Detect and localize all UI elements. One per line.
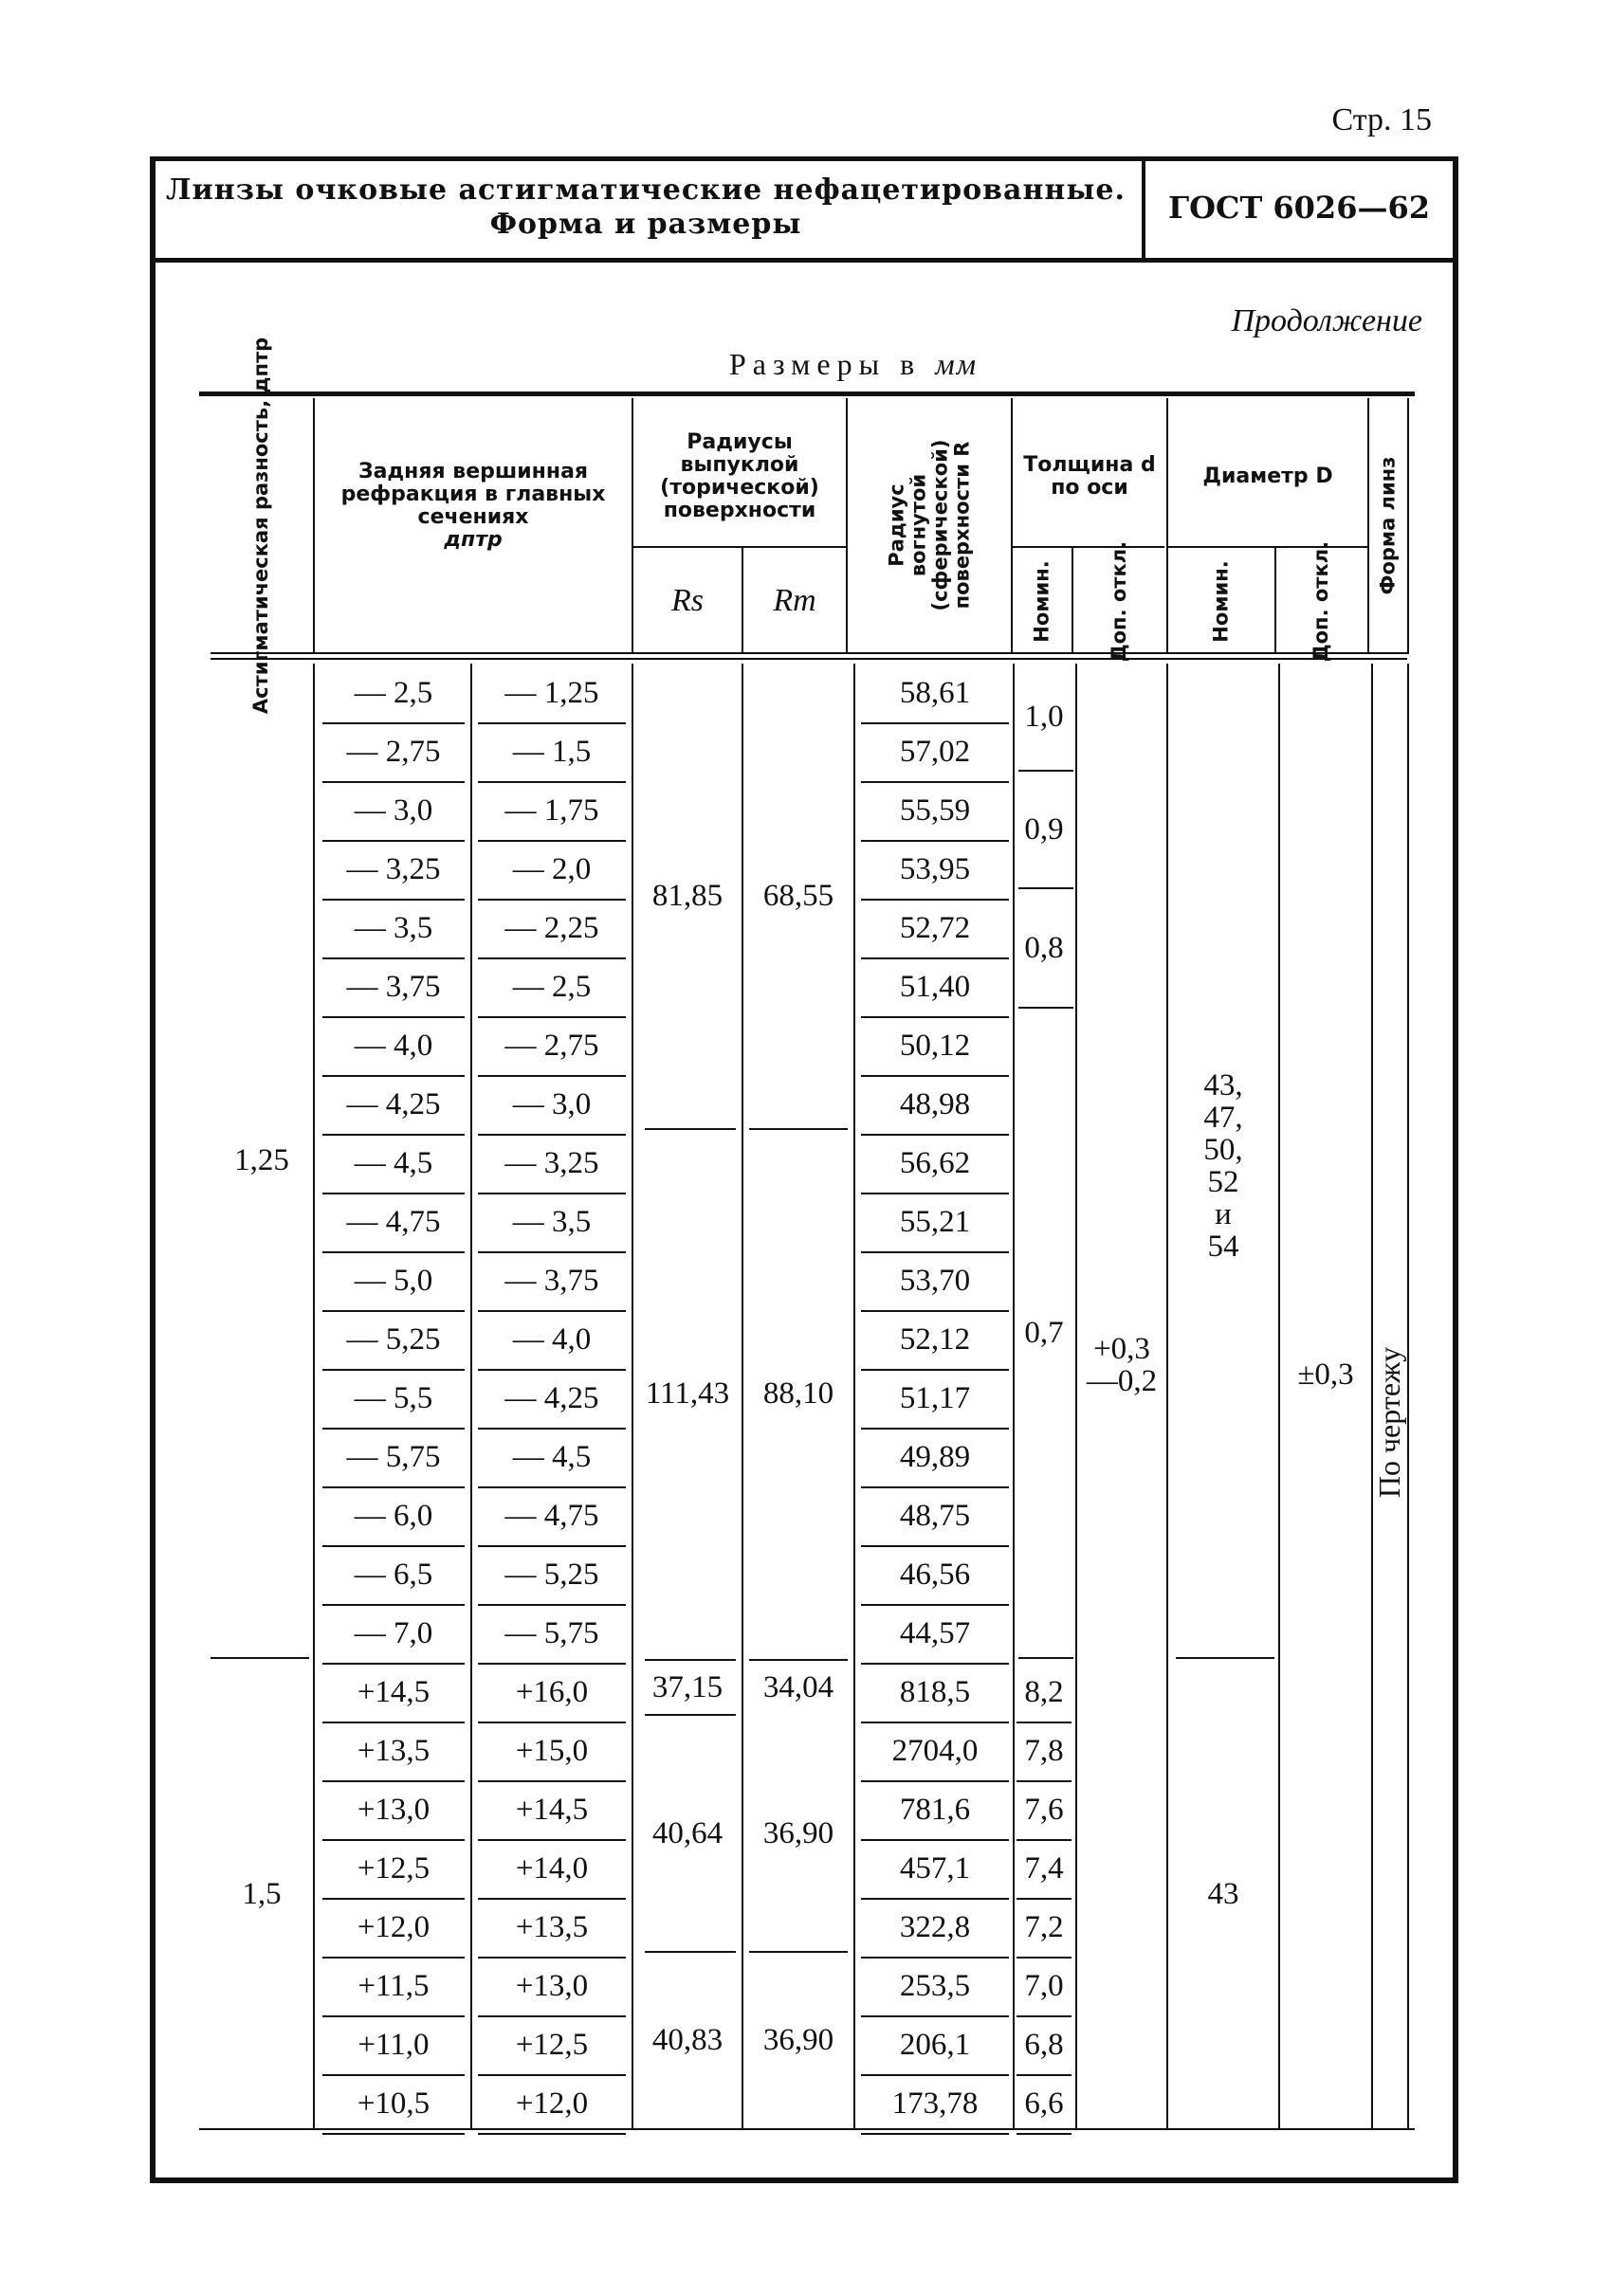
diameter-value: 47, [1203, 1101, 1243, 1135]
concave-radius-value: 52,12 [861, 1310, 1009, 1371]
refraction-section-1: +10,5 [322, 2074, 465, 2135]
concave-radius-value: 44,57 [861, 1604, 1009, 1665]
refraction-section-1: — 4,5 [322, 1134, 465, 1194]
body-vline-11 [1407, 664, 1409, 2128]
refraction-section-2: +12,0 [478, 2074, 626, 2135]
concave-radius-value: 48,98 [861, 1075, 1009, 1136]
title-block [150, 156, 1458, 263]
thickness-value: 7,2 [1017, 1898, 1072, 1959]
diameter-values-list [1168, 1043, 1278, 1289]
refraction-section-2: +15,0 [478, 1722, 626, 1782]
refraction-section-2: — 1,5 [478, 722, 626, 783]
refraction-section-2: — 2,75 [478, 1016, 626, 1077]
header-rs: Rs [671, 583, 704, 618]
refraction-section-2: — 4,75 [478, 1486, 626, 1547]
thickness-tolerance-plus: +0,3 [1093, 1332, 1150, 1366]
d-group-rule-4 [1018, 1657, 1073, 1659]
rm-value-e: 36,90 [762, 2023, 834, 2057]
astig-value-15: 1,5 [242, 1876, 282, 1911]
refraction-section-2: +14,0 [478, 1839, 626, 1900]
concave-radius-value: 457,1 [861, 1839, 1009, 1900]
rs-value-a: 81,85 [651, 878, 724, 913]
thickness-tolerance-minus: —0,2 [1086, 1364, 1158, 1398]
refraction-section-1: — 3,0 [322, 781, 465, 842]
lens-shape-value: По чертежу [1372, 1346, 1407, 1498]
concave-radius-value: 57,02 [861, 722, 1009, 783]
refraction-section-1: — 7,0 [322, 1604, 465, 1665]
header-sub-rule-diameter [1168, 546, 1367, 548]
body-vline-2 [470, 664, 472, 2128]
diameter-value-43: 43 [1207, 1876, 1239, 1911]
refraction-section-2: — 5,75 [478, 1604, 626, 1665]
refraction-section-2: — 5,25 [478, 1545, 626, 1606]
concave-radius-value: 173,78 [861, 2074, 1009, 2135]
refraction-section-2: — 2,0 [478, 840, 626, 901]
header-concave-radius: Радиус вогнутой (сферической) поверхности R [885, 439, 973, 611]
standard-number: ГОСТ 6026—62 [1168, 189, 1430, 226]
refraction-section-1: — 3,5 [322, 899, 465, 959]
header-sub-rule-radii [632, 546, 846, 548]
refraction-section-2: +12,5 [478, 2015, 626, 2076]
concave-radius-value: 53,70 [861, 1251, 1009, 1312]
concave-radius-value: 2704,0 [861, 1722, 1009, 1782]
refraction-section-1: — 6,5 [322, 1545, 465, 1606]
thickness-value: 7,6 [1017, 1780, 1072, 1841]
refraction-section-1: — 2,75 [322, 722, 465, 783]
refraction-section-2: — 4,5 [478, 1428, 626, 1488]
concave-radius-value: 253,5 [861, 1957, 1009, 2017]
rs-value-b: 111,43 [645, 1376, 730, 1411]
continued-label: Продолжение [1231, 303, 1422, 338]
concave-radius-value: 46,56 [861, 1545, 1009, 1606]
refraction-section-1: — 4,75 [322, 1193, 465, 1253]
rs-value-c: 37,15 [651, 1669, 724, 1704]
body-vline-5 [853, 664, 855, 2128]
thickness-value: 8,2 [1017, 1663, 1072, 1723]
thickness-value: 6,6 [1017, 2074, 1072, 2135]
thickness-value: 6,8 [1017, 2015, 1072, 2076]
refraction-section-1: — 3,25 [322, 840, 465, 901]
refraction-section-2: — 3,25 [478, 1134, 626, 1194]
header-diameter: Диаметр D [1202, 465, 1333, 488]
refraction-section-1: — 5,0 [322, 1251, 465, 1312]
rm-value-d: 36,90 [762, 1815, 834, 1850]
refraction-section-1: +11,0 [322, 2015, 465, 2076]
thickness-value: 7,4 [1017, 1839, 1072, 1900]
concave-radius-value: 206,1 [861, 2015, 1009, 2076]
header-diameter-tol: Доп. откл. [1310, 540, 1333, 662]
rs-value-e: 40,83 [651, 2023, 724, 2057]
thickness-value-d: 0,7 [1024, 1315, 1064, 1350]
refraction-section-2: +16,0 [478, 1663, 626, 1723]
header-bottom-rule-1 [211, 652, 1407, 654]
diameter-value: 50, [1203, 1133, 1243, 1167]
refraction-section-2: — 3,0 [478, 1075, 626, 1136]
header-bottom-rule-2 [211, 658, 1407, 660]
concave-radius-value: 49,89 [861, 1428, 1009, 1488]
concave-radius-value: 781,6 [861, 1780, 1009, 1841]
refraction-section-1: — 5,25 [322, 1310, 465, 1371]
refraction-section-1: — 4,0 [322, 1016, 465, 1077]
refraction-section-1: +14,5 [322, 1663, 465, 1723]
table-top-rule [199, 392, 1415, 396]
refraction-section-1: — 3,75 [322, 957, 465, 1018]
concave-radius-value: 322,8 [861, 1898, 1009, 1959]
thickness-value-c: 0,8 [1024, 930, 1064, 965]
refraction-section-2: +13,5 [478, 1898, 626, 1959]
astig-value-125: 1,25 [234, 1142, 289, 1177]
page-number: Стр. 15 [1331, 102, 1432, 137]
refraction-section-1: +11,5 [322, 1957, 465, 2017]
refraction-section-2: — 2,25 [478, 899, 626, 959]
refraction-section-2: — 4,25 [478, 1369, 626, 1430]
refraction-section-2: +13,0 [478, 1957, 626, 2017]
header-thickness-nom: Номин. [1030, 559, 1053, 643]
header-vline-10 [1407, 398, 1409, 654]
refraction-section-2: +14,5 [478, 1780, 626, 1841]
sizes-caption [569, 347, 1138, 382]
header-rm: Rm [773, 583, 816, 618]
refraction-section-1: +12,0 [322, 1898, 465, 1959]
header-astig-diff: Астигматическая разность, дптр [249, 337, 273, 714]
refraction-section-1: — 6,0 [322, 1486, 465, 1547]
concave-radius-value: 55,59 [861, 781, 1009, 842]
document-title [150, 156, 1145, 258]
rm-value-c: 34,04 [762, 1669, 834, 1704]
refraction-section-2: — 1,75 [478, 781, 626, 842]
rm-value-b: 88,10 [762, 1376, 834, 1411]
sizes-caption-unit: мм [935, 347, 979, 381]
diameter-value: и [1215, 1197, 1232, 1231]
header-sub-rule-thickness [1011, 546, 1164, 548]
sizes-caption-text: Размеры в [728, 347, 922, 381]
refraction-section-1: — 4,25 [322, 1075, 465, 1136]
header-thickness: Толщина d по оси [1023, 453, 1156, 500]
concave-radius-value: 58,61 [861, 664, 1009, 724]
title-line-2: Форма и размеры [489, 207, 802, 241]
refraction-section-1: +13,0 [322, 1780, 465, 1841]
title-line-1: Линзы очковые астигматические нефацетированные. [166, 173, 1126, 207]
refraction-section-2: — 4,0 [478, 1310, 626, 1371]
concave-radius-value: 51,17 [861, 1369, 1009, 1430]
header-diameter-nom: Номин. [1209, 559, 1233, 643]
refraction-section-1: +13,5 [322, 1722, 465, 1782]
thickness-tolerance [1077, 1308, 1166, 1422]
header-shape: Форма линз [1376, 456, 1400, 594]
diameter-tolerance: ±0,3 [1297, 1357, 1354, 1392]
concave-radius-value: 818,5 [861, 1663, 1009, 1723]
header-back-vertex: Задняя вершинная рефракция в главных сечениях дптр [340, 460, 606, 552]
concave-radius-value: 56,62 [861, 1134, 1009, 1194]
diameter-value: 52 [1207, 1165, 1239, 1199]
refraction-section-1: — 2,5 [322, 664, 465, 724]
concave-radius-value: 52,72 [861, 899, 1009, 959]
header-thickness-tol: Доп. откл. [1108, 540, 1131, 662]
thickness-value: 7,8 [1017, 1722, 1072, 1782]
concave-radius-value: 48,75 [861, 1486, 1009, 1547]
diameter-value: 43, [1203, 1068, 1243, 1102]
header-convex-radii: Радиусы выпуклой (торической) поверхности [660, 430, 819, 522]
refraction-section-2: — 1,25 [478, 664, 626, 724]
refraction-section-1: — 5,5 [322, 1369, 465, 1430]
rs-value-d: 40,64 [651, 1815, 724, 1850]
rm-value-a: 68,55 [762, 878, 834, 913]
refraction-section-2: — 2,5 [478, 957, 626, 1018]
body-vline-1 [313, 664, 315, 2128]
header-back-vertex-unit: дптр [444, 528, 503, 552]
thickness-value-b: 0,9 [1024, 811, 1064, 847]
concave-radius-value: 50,12 [861, 1016, 1009, 1077]
refraction-section-1: — 5,75 [322, 1428, 465, 1488]
refraction-section-2: — 3,5 [478, 1193, 626, 1253]
concave-radius-value: 53,95 [861, 840, 1009, 901]
concave-radius-value: 55,21 [861, 1193, 1009, 1253]
refraction-section-1: +12,5 [322, 1839, 465, 1900]
refraction-section-2: — 3,75 [478, 1251, 626, 1312]
diameter-value: 54 [1207, 1230, 1239, 1264]
thickness-value-a: 1,0 [1024, 699, 1064, 734]
thickness-value: 7,0 [1017, 1957, 1072, 2017]
concave-radius-value: 51,40 [861, 957, 1009, 1018]
